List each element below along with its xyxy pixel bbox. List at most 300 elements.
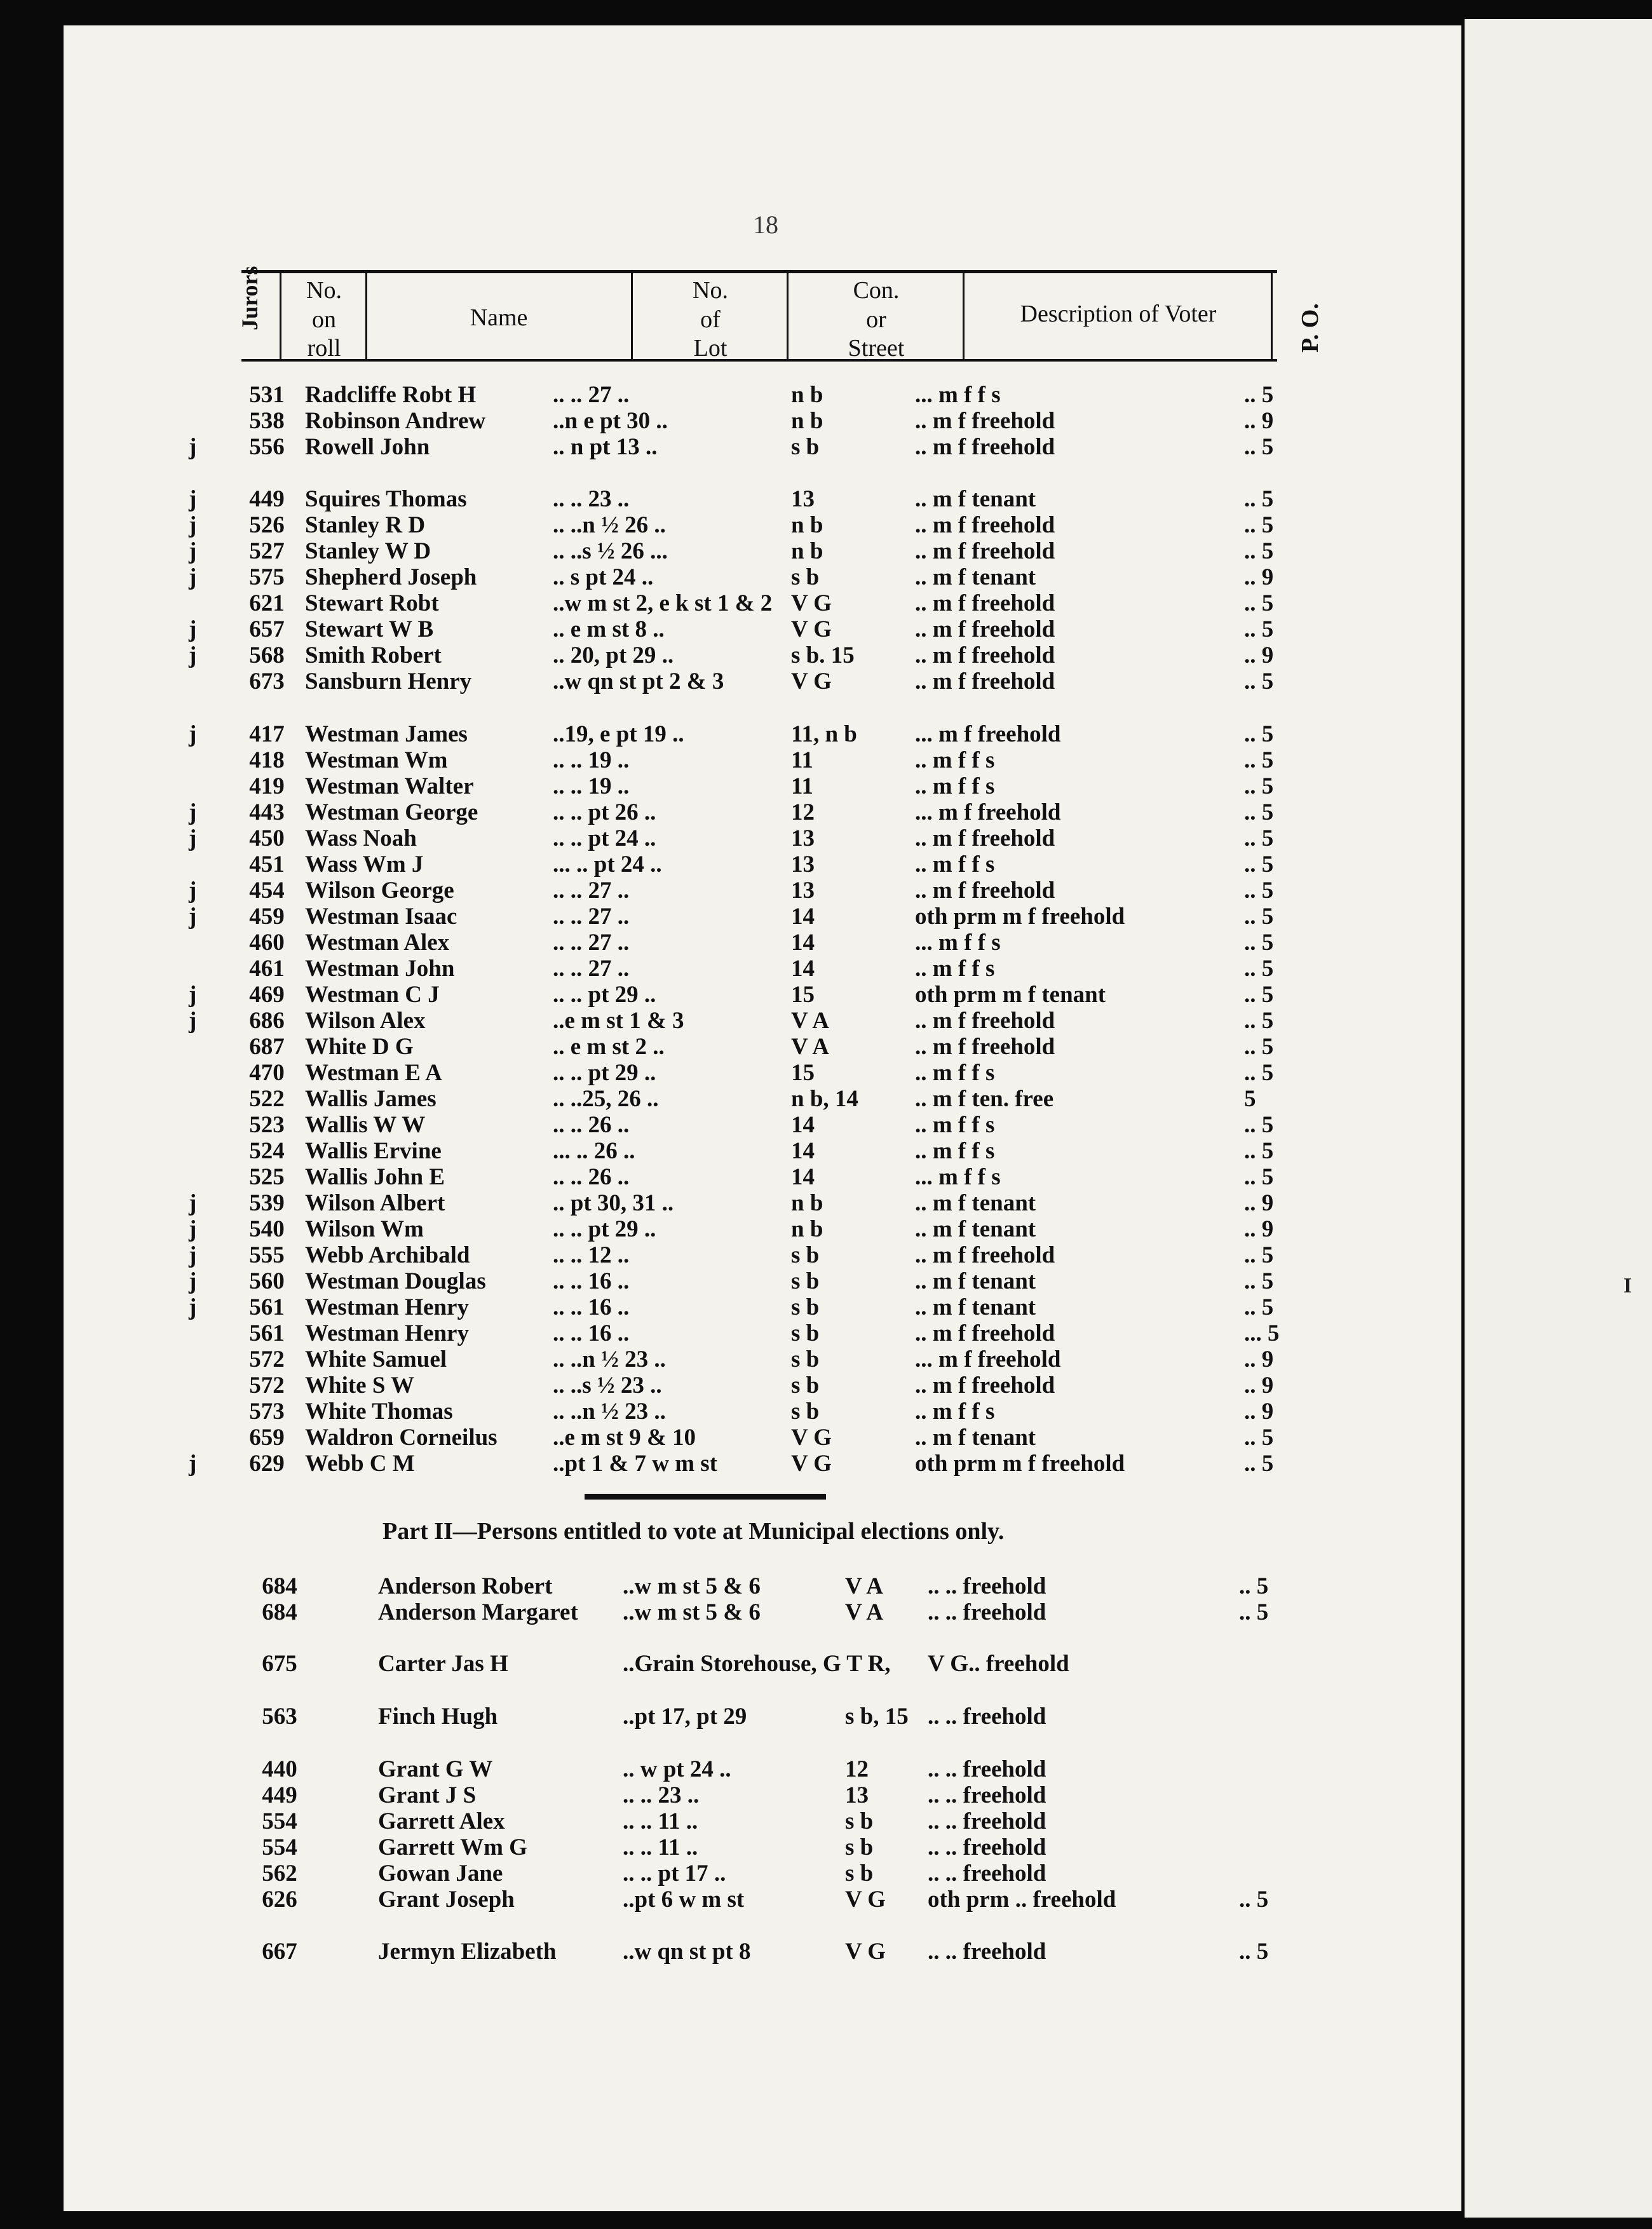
table-row bbox=[0, 1938, 1398, 1964]
voter-description: .. m f tenant bbox=[915, 1268, 1036, 1294]
header-line: Con. bbox=[853, 277, 900, 304]
voter-description: .. m f freehold bbox=[915, 590, 1055, 616]
table-row bbox=[0, 485, 1398, 512]
table-row bbox=[0, 903, 1398, 929]
table-row bbox=[0, 538, 1398, 564]
voter-name: Westman Walter bbox=[305, 773, 474, 799]
roll-number: 451 bbox=[249, 851, 285, 877]
post-office: .. 9 bbox=[1244, 642, 1274, 668]
concession: 12 bbox=[845, 1756, 869, 1782]
voter-description: .. m f freehold bbox=[915, 825, 1055, 851]
voter-description: .. m f freehold bbox=[915, 512, 1055, 538]
roll-number: 659 bbox=[249, 1425, 285, 1451]
voter-name: Westman C J bbox=[305, 982, 440, 1008]
header-con-or-street bbox=[790, 276, 963, 363]
table-row bbox=[0, 1216, 1398, 1242]
concession: V A bbox=[845, 1573, 883, 1599]
voter-name: Rowell John bbox=[305, 434, 430, 460]
concession: s b bbox=[791, 564, 820, 590]
voter-name: Wilson George bbox=[305, 877, 454, 904]
section-separator bbox=[585, 1494, 826, 1500]
lot-number: .. .. pt 17 .. bbox=[623, 1860, 726, 1887]
table-row bbox=[0, 1268, 1398, 1294]
voter-name: Squires Thomas bbox=[305, 486, 467, 512]
post-office: .. 5 bbox=[1244, 1425, 1274, 1451]
voter-description: .. m f f s bbox=[915, 956, 995, 982]
post-office: .. 5 bbox=[1244, 773, 1274, 799]
voter-name: Jermyn Elizabeth bbox=[378, 1939, 557, 1965]
post-office: .. 5 bbox=[1244, 877, 1274, 904]
header-top-rule bbox=[241, 270, 1277, 273]
post-office: .. 5 bbox=[1244, 486, 1274, 512]
voter-description: .. m f freehold bbox=[915, 434, 1055, 460]
voter-description: .. m f f s bbox=[915, 1112, 995, 1138]
voter-name: Waldron Corneilus bbox=[305, 1425, 498, 1451]
voter-description: .. .. freehold bbox=[928, 1939, 1046, 1965]
post-office: .. 5 bbox=[1244, 538, 1274, 564]
roll-number: 522 bbox=[249, 1086, 285, 1112]
table-row bbox=[0, 433, 1398, 459]
header-divider bbox=[963, 273, 965, 359]
lot-number: .. .. 16 .. bbox=[553, 1294, 630, 1320]
header-divider bbox=[280, 273, 281, 359]
lot-number: .. .. 23 .. bbox=[623, 1782, 700, 1808]
concession: s b bbox=[845, 1808, 874, 1834]
post-office: .. 9 bbox=[1244, 1346, 1274, 1372]
lot-number: .. .. 19 .. bbox=[553, 773, 630, 799]
juror-mark: j bbox=[189, 1451, 197, 1477]
voter-description: .. .. freehold bbox=[928, 1756, 1046, 1782]
concession: 13 bbox=[845, 1782, 869, 1808]
header-divider bbox=[787, 273, 789, 359]
roll-number: 573 bbox=[249, 1399, 285, 1425]
voter-name: White Thomas bbox=[305, 1399, 453, 1425]
header-divider bbox=[1271, 273, 1273, 359]
table-row bbox=[0, 1111, 1398, 1137]
juror-mark: j bbox=[189, 1268, 197, 1294]
voter-description: .. m f freehold bbox=[915, 642, 1055, 668]
table-row bbox=[0, 799, 1398, 825]
voter-description: .. m f freehold bbox=[915, 408, 1055, 434]
lot-number: ..w qn st pt 8 bbox=[623, 1939, 751, 1965]
juror-mark: j bbox=[189, 721, 197, 747]
roll-number: 667 bbox=[262, 1939, 297, 1965]
table-row bbox=[0, 955, 1398, 981]
voter-description: .. m f f s bbox=[915, 1060, 995, 1086]
concession: s b bbox=[845, 1834, 874, 1860]
header-line: or bbox=[866, 306, 886, 333]
juror-mark: j bbox=[189, 982, 197, 1008]
voter-name: Gowan Jane bbox=[378, 1860, 503, 1887]
voter-name: Webb Archibald bbox=[305, 1242, 470, 1268]
table-row bbox=[0, 1372, 1398, 1398]
voter-description: .. m f freehold bbox=[915, 616, 1055, 642]
voter-description: .. m f f s bbox=[915, 851, 995, 877]
concession: s b bbox=[791, 434, 820, 460]
table-row bbox=[0, 1860, 1398, 1886]
lot-number: .. pt 30, 31 .. bbox=[553, 1190, 674, 1216]
roll-number: 449 bbox=[249, 486, 285, 512]
lot-number: .. .. pt 26 .. bbox=[553, 799, 656, 825]
roll-number: 560 bbox=[249, 1268, 285, 1294]
juror-mark: j bbox=[189, 642, 197, 668]
post-office: .. 5 bbox=[1244, 747, 1274, 773]
table-row bbox=[0, 1163, 1398, 1189]
roll-number: 538 bbox=[249, 408, 285, 434]
concession: V A bbox=[791, 1008, 829, 1034]
table-row bbox=[0, 407, 1398, 433]
lot-number: .. ..n ½ 23 .. bbox=[553, 1399, 666, 1425]
lot-number: .. n pt 13 .. bbox=[553, 434, 658, 460]
lot-number: .. e m st 2 .. bbox=[553, 1034, 665, 1060]
voter-description: oth prm m f freehold bbox=[915, 904, 1125, 930]
header-line: Lot bbox=[693, 335, 728, 362]
roll-number: 556 bbox=[249, 434, 285, 460]
roll-number: 687 bbox=[249, 1034, 285, 1060]
table-row bbox=[0, 1242, 1398, 1268]
table-row bbox=[0, 773, 1398, 799]
juror-mark: j bbox=[189, 1294, 197, 1320]
concession: s b bbox=[845, 1860, 874, 1887]
post-office: .. 5 bbox=[1239, 1939, 1269, 1965]
post-office: .. 5 bbox=[1244, 616, 1274, 642]
concession: 14 bbox=[791, 956, 815, 982]
post-office: .. 9 bbox=[1244, 564, 1274, 590]
voter-description: oth prm m f tenant bbox=[915, 982, 1106, 1008]
concession: V G bbox=[791, 590, 832, 616]
concession: 11, n b bbox=[791, 721, 857, 747]
post-office: .. 5 bbox=[1244, 512, 1274, 538]
voter-name: Westman E A bbox=[305, 1060, 442, 1086]
table-row bbox=[0, 1756, 1398, 1782]
roll-number: 629 bbox=[249, 1451, 285, 1477]
post-office: .. 5 bbox=[1244, 1268, 1274, 1294]
table-row bbox=[0, 825, 1398, 851]
roll-number: 525 bbox=[249, 1164, 285, 1190]
lot-number: ..pt 6 w m st bbox=[623, 1887, 745, 1913]
voter-description: .. m f f s bbox=[915, 1138, 995, 1164]
table-row bbox=[0, 1059, 1398, 1085]
lot-number: ..n e pt 30 .. bbox=[553, 408, 668, 434]
lot-number: ..pt 17, pt 29 bbox=[623, 1704, 747, 1730]
post-office: .. 5 bbox=[1244, 904, 1274, 930]
voter-description: .. m f freehold bbox=[915, 1008, 1055, 1034]
header-description: Description of Voter bbox=[1020, 301, 1217, 327]
roll-number: 417 bbox=[249, 721, 285, 747]
post-office: .. 9 bbox=[1244, 1190, 1274, 1216]
roll-number: 454 bbox=[249, 877, 285, 904]
concession: s b bbox=[791, 1242, 820, 1268]
post-office: .. 5 bbox=[1244, 434, 1274, 460]
roll-number: 673 bbox=[249, 668, 285, 694]
concession: s b, 15 bbox=[845, 1704, 909, 1730]
table-row bbox=[0, 1650, 1398, 1676]
concession: V G bbox=[791, 1451, 832, 1477]
juror-mark: j bbox=[189, 1242, 197, 1268]
voter-name: Finch Hugh bbox=[378, 1704, 498, 1730]
juror-mark: j bbox=[189, 616, 197, 642]
roll-number: 555 bbox=[249, 1242, 285, 1268]
lot-number: ..w qn st pt 2 & 3 bbox=[553, 668, 724, 694]
lot-number: .. .. 27 .. bbox=[553, 382, 630, 408]
table-row bbox=[0, 1137, 1398, 1163]
voter-name: Wilson Wm bbox=[305, 1216, 424, 1242]
voter-name: Wallis Ervine bbox=[305, 1138, 442, 1164]
roll-number: 539 bbox=[249, 1190, 285, 1216]
concession: 12 bbox=[791, 799, 815, 825]
lot-number: .. .. 16 .. bbox=[553, 1268, 630, 1294]
post-office: .. 5 bbox=[1244, 1164, 1274, 1190]
roll-number: 684 bbox=[262, 1573, 297, 1599]
voter-name: Robinson Andrew bbox=[305, 408, 486, 434]
voter-name: Sansburn Henry bbox=[305, 668, 472, 694]
juror-mark: j bbox=[189, 904, 197, 930]
lot-number: .. ..n ½ 23 .. bbox=[553, 1346, 666, 1372]
voter-name: Wilson Alex bbox=[305, 1008, 426, 1034]
voter-description: .. m f f s bbox=[915, 1399, 995, 1425]
table-row bbox=[0, 1398, 1398, 1424]
roll-number: 419 bbox=[249, 773, 285, 799]
roll-number: 440 bbox=[262, 1756, 297, 1782]
post-office: .. 5 bbox=[1244, 956, 1274, 982]
post-office: .. 5 bbox=[1244, 1060, 1274, 1086]
lot-number: ..e m st 9 & 10 bbox=[553, 1425, 696, 1451]
lot-number: .. .. 16 .. bbox=[553, 1320, 630, 1346]
concession: s b bbox=[791, 1372, 820, 1399]
post-office: .. 5 bbox=[1244, 1112, 1274, 1138]
concession: n b bbox=[791, 408, 823, 434]
header-no-on-roll bbox=[283, 276, 365, 363]
lot-number: ..Grain Storehouse, G T R, bbox=[623, 1651, 891, 1677]
post-office: 5 bbox=[1244, 1086, 1256, 1112]
post-office: .. 5 bbox=[1244, 1008, 1274, 1034]
lot-number: .. .. pt 24 .. bbox=[553, 825, 656, 851]
lot-number: .. .. 23 .. bbox=[553, 486, 630, 512]
table-row bbox=[0, 564, 1398, 590]
post-office: .. 9 bbox=[1244, 408, 1274, 434]
voter-description: .. m f freehold bbox=[915, 1320, 1055, 1346]
lot-number: .. .. 11 .. bbox=[623, 1834, 698, 1860]
concession: V G bbox=[791, 616, 832, 642]
concession: n b bbox=[791, 1190, 823, 1216]
voter-name: Webb C M bbox=[305, 1451, 415, 1477]
table-row bbox=[0, 1450, 1398, 1476]
roll-number: 561 bbox=[249, 1320, 285, 1346]
lot-number: .. w pt 24 .. bbox=[623, 1756, 731, 1782]
header-po: P. O. bbox=[1297, 303, 1324, 353]
post-office: .. 5 bbox=[1244, 799, 1274, 825]
adjacent-page bbox=[1465, 19, 1652, 2218]
voter-name: Garrett Wm G bbox=[378, 1834, 527, 1860]
voter-name: Radcliffe Robt H bbox=[305, 382, 477, 408]
lot-number: .. .. pt 29 .. bbox=[553, 1060, 656, 1086]
post-office: .. 5 bbox=[1244, 1451, 1274, 1477]
header-jurors: Jurors bbox=[237, 266, 262, 330]
post-office: .. 5 bbox=[1244, 382, 1274, 408]
concession: n b bbox=[791, 538, 823, 564]
post-office: .. 5 bbox=[1239, 1887, 1269, 1913]
table-row bbox=[0, 929, 1398, 955]
concession: V G bbox=[845, 1939, 886, 1965]
roll-number: 531 bbox=[249, 382, 285, 408]
voter-name: Grant Joseph bbox=[378, 1887, 515, 1913]
concession: 14 bbox=[791, 1138, 815, 1164]
table-row bbox=[0, 616, 1398, 642]
voter-description: .. m f ten. free bbox=[915, 1086, 1054, 1112]
table-row bbox=[0, 668, 1398, 694]
voter-name: Westman Alex bbox=[305, 930, 450, 956]
juror-mark: j bbox=[189, 538, 197, 564]
voter-description: .. .. freehold bbox=[928, 1573, 1046, 1599]
concession: V G bbox=[791, 1425, 832, 1451]
lot-number: .. .. pt 29 .. bbox=[553, 1216, 656, 1242]
roll-number: 572 bbox=[249, 1346, 285, 1372]
voter-description: .. m f tenant bbox=[915, 1425, 1036, 1451]
lot-number: ..19, e pt 19 .. bbox=[553, 721, 684, 747]
adjacent-page-mark: I bbox=[1623, 1274, 1632, 1297]
header-name: Name bbox=[470, 304, 528, 331]
juror-mark: j bbox=[189, 799, 197, 825]
voter-description: oth prm m f freehold bbox=[915, 1451, 1125, 1477]
voter-name: Westman Henry bbox=[305, 1320, 469, 1346]
concession: 13 bbox=[791, 851, 815, 877]
concession: 15 bbox=[791, 982, 815, 1008]
roll-number: 450 bbox=[249, 825, 285, 851]
roll-number: 460 bbox=[249, 930, 285, 956]
concession: V A bbox=[791, 1034, 829, 1060]
lot-number: ..w m st 5 & 6 bbox=[623, 1599, 761, 1625]
voter-description: .. m f f s bbox=[915, 773, 995, 799]
table-row bbox=[0, 851, 1398, 877]
table-row bbox=[0, 590, 1398, 616]
voter-name: Smith Robert bbox=[305, 642, 442, 668]
table-row bbox=[0, 381, 1398, 407]
header-divider bbox=[631, 273, 633, 359]
voter-name: Grant J S bbox=[378, 1782, 477, 1808]
voter-description: .. m f freehold bbox=[915, 1034, 1055, 1060]
header-no-of-lot bbox=[634, 276, 787, 363]
header-divider bbox=[365, 273, 367, 359]
concession: 13 bbox=[791, 877, 815, 904]
concession: s b bbox=[791, 1268, 820, 1294]
voter-description: ... m f freehold bbox=[915, 1346, 1061, 1372]
lot-number: .. s pt 24 .. bbox=[553, 564, 654, 590]
voter-description: .. m f tenant bbox=[915, 1216, 1036, 1242]
concession: n b, 14 bbox=[791, 1086, 858, 1112]
juror-mark: j bbox=[189, 825, 197, 851]
lot-number: .. .. 27 .. bbox=[553, 877, 630, 904]
voter-name: Wilson Albert bbox=[305, 1190, 445, 1216]
voter-description: .. .. freehold bbox=[928, 1704, 1046, 1730]
voter-name: Westman Wm bbox=[305, 747, 448, 773]
lot-number: .. ..25, 26 .. bbox=[553, 1086, 659, 1112]
voter-description: .. .. freehold bbox=[928, 1599, 1046, 1625]
post-office: .. 5 bbox=[1244, 1242, 1274, 1268]
roll-number: 540 bbox=[249, 1216, 285, 1242]
post-office: .. 5 bbox=[1239, 1599, 1269, 1625]
lot-number: ..w m st 2, e k st 1 & 2 bbox=[553, 590, 773, 616]
post-office: .. 5 bbox=[1244, 1294, 1274, 1320]
table-row bbox=[0, 1346, 1398, 1372]
post-office: ... 5 bbox=[1244, 1320, 1280, 1346]
lot-number: .. .. 26 .. bbox=[553, 1164, 630, 1190]
voter-name: Grant G W bbox=[378, 1756, 493, 1782]
juror-mark: j bbox=[189, 434, 197, 460]
lot-number: .. .. 11 .. bbox=[623, 1808, 698, 1834]
voter-name: Stanley R D bbox=[305, 512, 426, 538]
voter-description: .. .. freehold bbox=[928, 1834, 1046, 1860]
table-row bbox=[0, 721, 1398, 747]
voter-description: ... m f f s bbox=[915, 1164, 1001, 1190]
lot-number: .. ..s ½ 26 ... bbox=[553, 538, 668, 564]
table-row bbox=[0, 1808, 1398, 1834]
lot-number: ..w m st 5 & 6 bbox=[623, 1573, 761, 1599]
header-line: on bbox=[312, 306, 336, 333]
juror-mark: j bbox=[189, 1008, 197, 1034]
lot-number: ..e m st 1 & 3 bbox=[553, 1008, 684, 1034]
roll-number: 461 bbox=[249, 956, 285, 982]
voter-description: ... m f f s bbox=[915, 382, 1001, 408]
voter-description: ... m f f s bbox=[915, 930, 1001, 956]
page-number: 18 bbox=[753, 210, 778, 239]
voter-name: Westman James bbox=[305, 721, 468, 747]
voter-name: Stewart W B bbox=[305, 616, 434, 642]
header-line: of bbox=[700, 306, 721, 333]
concession: s b bbox=[791, 1294, 820, 1320]
table-row bbox=[0, 642, 1398, 668]
voter-name: Anderson Margaret bbox=[378, 1599, 578, 1625]
voter-name: Westman Douglas bbox=[305, 1268, 486, 1294]
roll-number: 443 bbox=[249, 799, 285, 825]
roll-number: 568 bbox=[249, 642, 285, 668]
voter-description: .. m f tenant bbox=[915, 1190, 1036, 1216]
voter-description: .. m f freehold bbox=[915, 877, 1055, 904]
lot-number: .. .. 12 .. bbox=[553, 1242, 630, 1268]
roll-number: 418 bbox=[249, 747, 285, 773]
roll-number: 575 bbox=[249, 564, 285, 590]
voter-name: Wass Noah bbox=[305, 825, 417, 851]
voter-description: .. m f tenant bbox=[915, 486, 1036, 512]
roll-number: 524 bbox=[249, 1138, 285, 1164]
voter-name: Wallis John E bbox=[305, 1164, 445, 1190]
post-office: .. 9 bbox=[1244, 1216, 1274, 1242]
concession: n b bbox=[791, 512, 823, 538]
roll-number: 561 bbox=[249, 1294, 285, 1320]
header-line: Street bbox=[848, 335, 905, 362]
roll-number: 470 bbox=[249, 1060, 285, 1086]
concession: 13 bbox=[791, 825, 815, 851]
header-line: roll bbox=[307, 335, 341, 362]
lot-number: .. .. 27 .. bbox=[553, 904, 630, 930]
concession: 11 bbox=[791, 773, 813, 799]
lot-number: .. .. 27 .. bbox=[553, 930, 630, 956]
voter-name: Wass Wm J bbox=[305, 851, 424, 877]
voter-description: .. .. freehold bbox=[928, 1808, 1046, 1834]
concession: 15 bbox=[791, 1060, 815, 1086]
table-row bbox=[0, 981, 1398, 1007]
voter-name: Carter Jas H bbox=[378, 1651, 508, 1677]
juror-mark: j bbox=[189, 877, 197, 904]
roll-number: 554 bbox=[262, 1834, 297, 1860]
roll-number: 657 bbox=[249, 616, 285, 642]
concession: s b bbox=[791, 1320, 820, 1346]
voter-description: .. m f freehold bbox=[915, 1372, 1055, 1399]
roll-number: 523 bbox=[249, 1112, 285, 1138]
voter-name: White Samuel bbox=[305, 1346, 447, 1372]
lot-number: .. .. 26 .. bbox=[553, 1112, 630, 1138]
lot-number: ... .. 26 .. bbox=[553, 1138, 635, 1164]
juror-mark: j bbox=[189, 1216, 197, 1242]
